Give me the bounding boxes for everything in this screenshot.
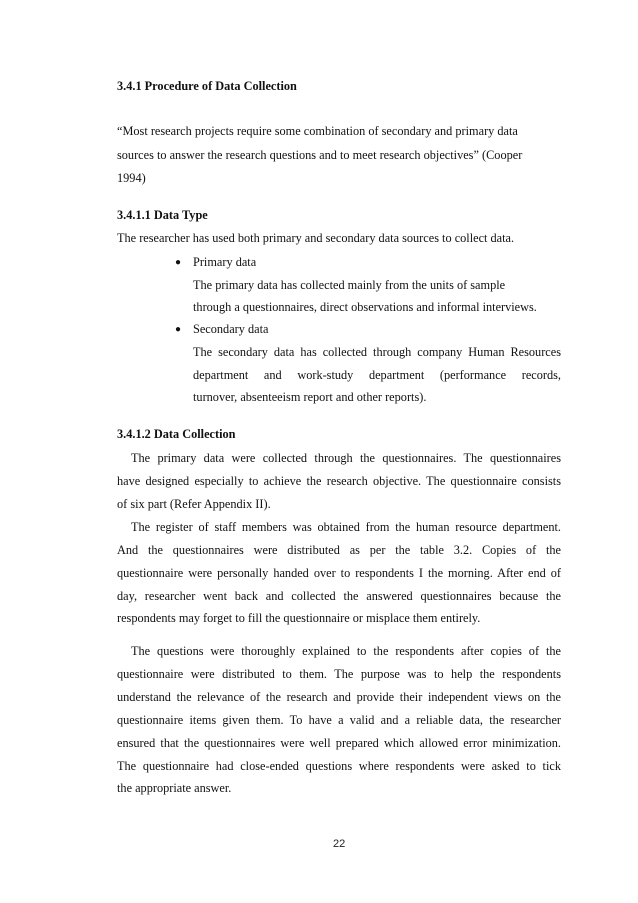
bullet-text-line: The secondary data has collected through company Human Resources	[193, 345, 561, 359]
paragraph-line: And the questionnaires were distributed as per the table 3.2. Copies of the	[117, 543, 561, 557]
bullet-icon: ●	[175, 257, 182, 268]
quote-line: “Most research projects require some combination of secondary and primary data	[117, 124, 518, 138]
paragraph-line: the appropriate answer.	[117, 781, 232, 795]
paragraph-line: questionnaire were personally handed over to respondents I the morning. After end of	[117, 566, 561, 580]
section-heading-341: 3.4.1 Procedure of Data Collection	[117, 79, 297, 93]
paragraph-line: understand the relevance of the research and provide their independent views on the	[117, 690, 561, 704]
paragraph-line: ensured that the questionnaires were well prepared which allowed error minimization.	[117, 736, 561, 750]
paragraph-line: respondents may forget to fill the questionnaire or misplace them entirely.	[117, 611, 481, 625]
bullet-title: Primary data	[193, 255, 257, 269]
paragraph-line: The primary data were collected through the questionnaires. The questionnaires	[131, 451, 561, 465]
bullet-text-line: turnover, absenteeism report and other reports).	[193, 390, 427, 404]
bullet-title: Secondary data	[193, 322, 269, 336]
data-type-intro: The researcher has used both primary and secondary data sources to collect data.	[117, 231, 515, 245]
paragraph-line: The register of staff members was obtained from the human resource department.	[131, 520, 561, 534]
quote-line: 1994)	[117, 171, 146, 185]
section-heading-3412: 3.4.1.2 Data Collection	[117, 427, 236, 441]
paragraph-line: have designed especially to achieve the research objective. The questionnaire consists	[117, 474, 561, 488]
bullet-text-line: department and work-study department (performance records,	[193, 368, 561, 382]
page-number: 22	[333, 838, 346, 850]
section-heading-3411: 3.4.1.1 Data Type	[117, 208, 208, 222]
paragraph-line: questionnaire items given them. To have a valid and a reliable data, the researcher	[117, 713, 561, 727]
paragraph-line: questionnaire were distributed to them. The purpose was to help the respondents	[117, 667, 561, 681]
bullet-text-line: The primary data has collected mainly from the units of sample	[193, 278, 506, 292]
paragraph-line: The questions were thoroughly explained to the respondents after copies of the	[131, 644, 561, 658]
bullet-text-line: through a questionnaires, direct observations and informal interviews.	[193, 300, 537, 314]
bullet-icon: ●	[175, 324, 182, 335]
paragraph-line: of six part (Refer Appendix II).	[117, 497, 271, 511]
paragraph-line: The questionnaire had close-ended questions where respondents were asked to tick	[117, 759, 561, 773]
paragraph-line: day, researcher went back and collected the answered questionnaires because the	[117, 589, 561, 603]
quote-line: sources to answer the research questions and to meet research objectives” (Cooper	[117, 148, 523, 162]
